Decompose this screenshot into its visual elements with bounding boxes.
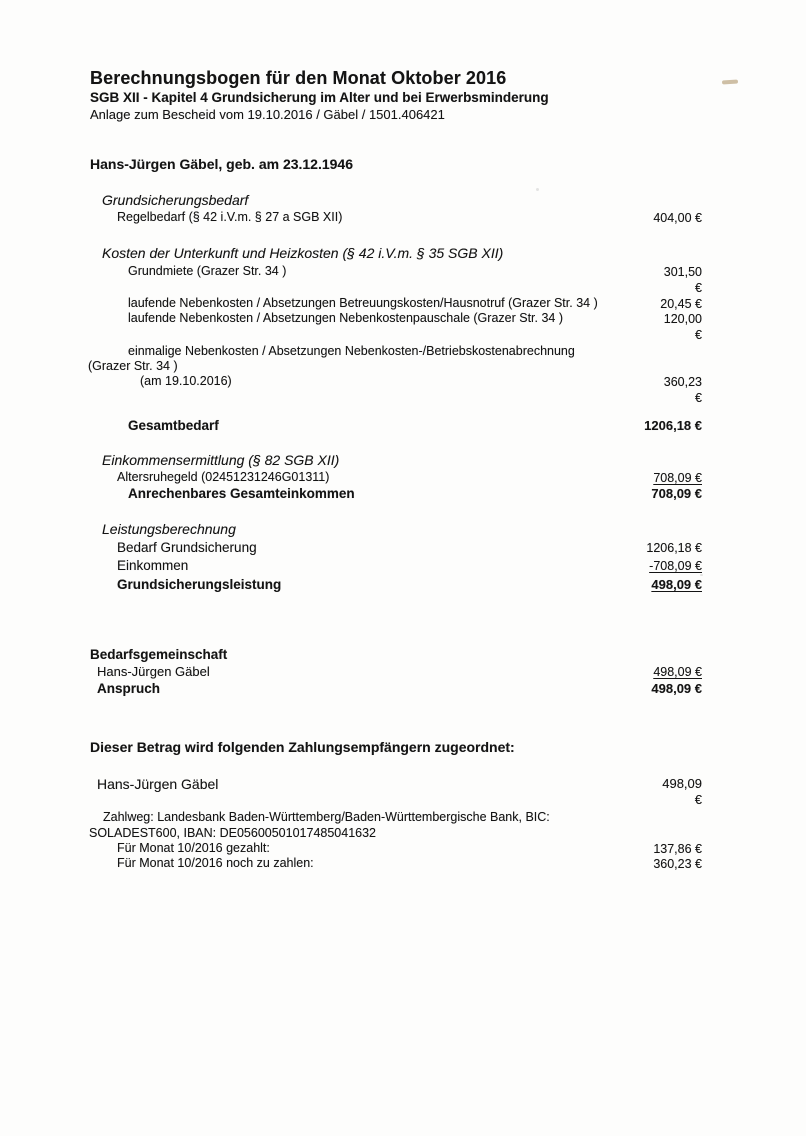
scan-speck xyxy=(536,188,539,191)
row-label: Grundmiete (Grazer Str. 34 ) xyxy=(128,264,287,278)
row-amount: 708,09 € xyxy=(653,471,702,485)
row-amount: 404,00 € xyxy=(653,211,702,225)
section-heading-einkommensermittlung xyxy=(0,452,806,468)
currency-symbol: € xyxy=(695,391,702,405)
doc-title: Berechnungsbogen für den Monat Oktober 2016 xyxy=(90,68,507,88)
doc-subtitle-row xyxy=(0,90,806,106)
einmalige-nebenkosten-date-row xyxy=(0,374,806,405)
bg-member-row xyxy=(0,664,806,680)
einmalige-nebenkosten-row-line2 xyxy=(0,359,806,375)
gezahlt-row xyxy=(0,841,806,857)
currency-symbol: € xyxy=(695,328,702,342)
row-amount: 1206,18 € xyxy=(644,418,702,433)
row-label: Zahlweg: Landesbank Baden-Württemberg/Baden-Württembergische Bank, BIC: xyxy=(103,810,550,824)
amount-value: 120,00 xyxy=(663,312,702,326)
zahlweg-row-line2 xyxy=(0,826,806,842)
row-label: Für Monat 10/2016 gezahlt: xyxy=(117,841,270,855)
currency-symbol: € xyxy=(694,792,702,807)
row-label: (am 19.10.2016) xyxy=(140,374,232,388)
row-amount: 360,23 € xyxy=(653,857,702,871)
grundsicherungsleistung-row xyxy=(0,577,806,593)
row-label: Hans-Jürgen Gäbel xyxy=(97,776,219,792)
section-heading-label: Grundsicherungsbedarf xyxy=(102,192,249,208)
einmalige-nebenkosten-row-line1 xyxy=(0,344,806,360)
row-amount: 498,09 € xyxy=(651,681,702,696)
doc-reference: Anlage zum Bescheid vom 19.10.2016 / Gäbel / 1501.406421 xyxy=(90,107,445,122)
row-label: Regelbedarf (§ 42 i.V.m. § 27 a SGB XII) xyxy=(117,210,343,224)
row-amount: 20,45 € xyxy=(660,297,702,311)
row-amount xyxy=(664,374,702,406)
person-heading-row xyxy=(0,156,806,172)
row-label: laufende Nebenkosten / Absetzungen Nebenkostenpauschale (Grazer Str. 34 ) xyxy=(128,311,564,325)
section-heading-label: Bedarfsgemeinschaft xyxy=(90,647,228,662)
row-label: Grundsicherungsleistung xyxy=(117,577,282,592)
betreuungskosten-row xyxy=(0,296,806,312)
section-heading-label: Einkommensermittlung (§ 82 SGB XII) xyxy=(102,452,340,468)
row-label: Altersruhegeld (02451231246G01311) xyxy=(117,470,330,484)
row-amount xyxy=(664,311,702,343)
noch-zu-zahlen-row xyxy=(0,856,806,872)
zahlung-heading-row xyxy=(0,739,806,755)
row-amount: 498,09 € xyxy=(651,577,702,592)
gesamteinkommen-row xyxy=(0,486,806,502)
row-label: SOLADEST600, IBAN: DE05600501017485041632 xyxy=(89,826,377,840)
row-amount: 1206,18 € xyxy=(646,541,702,555)
amount-value: 360,23 xyxy=(663,375,702,389)
currency-symbol: € xyxy=(695,281,702,295)
row-label: Hans-Jürgen Gäbel xyxy=(97,664,210,679)
row-label: (Grazer Str. 34 ) xyxy=(88,359,178,373)
row-amount: -708,09 € xyxy=(649,559,702,573)
empfaenger-row xyxy=(0,776,806,807)
row-label: Einkommen xyxy=(117,558,189,573)
row-label: laufende Nebenkosten / Absetzungen Betreuungskosten/Hausnotruf (Grazer Str. 34 ) xyxy=(128,296,598,310)
doc-reference-row xyxy=(0,107,806,123)
grundmiete-row xyxy=(0,264,806,295)
bedarf-grundsicherung-row xyxy=(0,540,806,556)
nebenkostenpauschale-row xyxy=(0,311,806,342)
row-label: Gesamtbedarf xyxy=(128,418,219,433)
row-label: Anspruch xyxy=(97,681,161,696)
row-amount: 498,09 € xyxy=(653,665,702,679)
section-heading-leistungsberechnung xyxy=(0,521,806,537)
section-heading-label: Leistungsberechnung xyxy=(102,521,236,537)
einkommen-row xyxy=(0,558,806,574)
amount-value: 301,50 xyxy=(663,265,702,279)
section-heading-label: Dieser Betrag wird folgenden Zahlungsempfängern zugeordnet: xyxy=(90,739,515,755)
row-amount: 708,09 € xyxy=(651,486,702,501)
altersruhegeld-row xyxy=(0,470,806,486)
row-label: Anrechenbares Gesamteinkommen xyxy=(128,486,355,501)
doc-title-row xyxy=(0,68,806,88)
section-heading-label: Kosten der Unterkunft und Heizkosten (§ 42 i.V.m. § 35 SGB XII) xyxy=(102,245,504,261)
section-heading-unterkunft xyxy=(0,245,806,261)
gesamtbedarf-row xyxy=(0,418,806,434)
amount-value: 498,09 xyxy=(662,776,702,791)
doc-subtitle: SGB XII - Kapitel 4 Grundsicherung im Alter und bei Erwerbsminderung xyxy=(90,90,549,105)
row-amount xyxy=(662,776,702,808)
scan-speck xyxy=(700,574,703,576)
row-label: einmalige Nebenkosten / Absetzungen Nebenkosten-/Betriebskostenabrechnung xyxy=(128,344,575,358)
row-amount: 137,86 € xyxy=(653,842,702,856)
row-label: Für Monat 10/2016 noch zu zahlen: xyxy=(117,856,314,870)
zahlweg-row-line1 xyxy=(0,810,806,826)
row-label: Bedarf Grundsicherung xyxy=(117,540,257,555)
person-heading: Hans-Jürgen Gäbel, geb. am 23.12.1946 xyxy=(90,156,354,172)
section-heading-bedarfsgemeinschaft xyxy=(0,647,806,663)
regelbedarf-row xyxy=(0,210,806,226)
section-heading-grundsicherungsbedarf xyxy=(0,192,806,208)
row-amount xyxy=(664,264,702,296)
anspruch-row xyxy=(0,681,806,697)
